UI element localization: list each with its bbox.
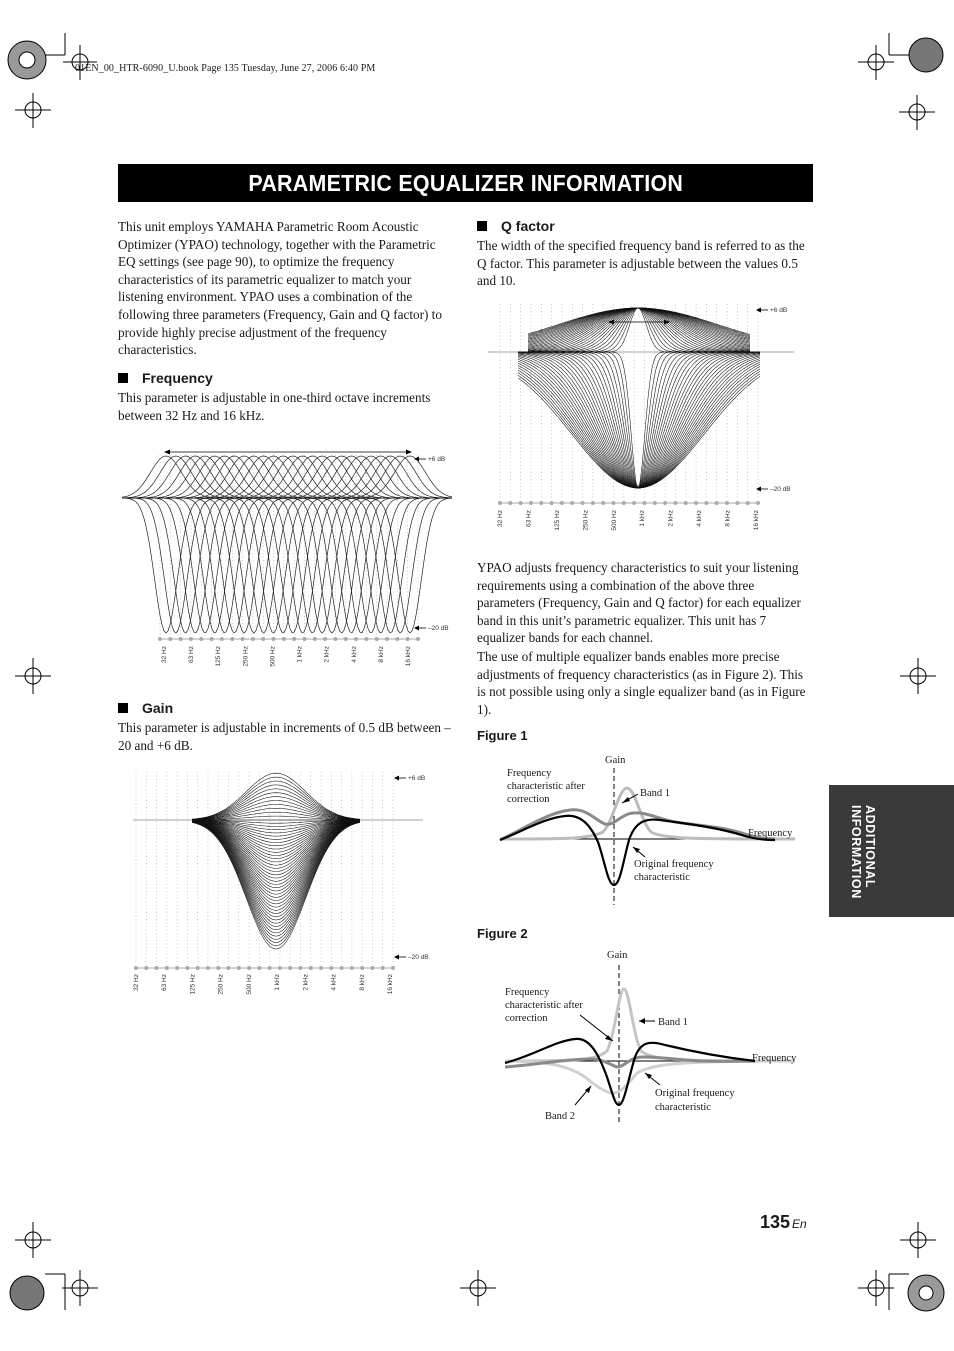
page-title: PARAMETRIC EQUALIZER INFORMATION: [248, 169, 683, 196]
gain-eq-graph: [128, 762, 448, 1007]
figure2-original-line1: Original frequency: [655, 1088, 735, 1099]
frequency-boost-curve: [122, 456, 452, 498]
figure2-corrected-line1: Frequency: [505, 987, 550, 998]
frequency-tick-label: 63 Hz: [525, 510, 533, 527]
ypao-paragraph-2: The use of multiple equalizer bands enables more precise adjustments of frequency characteristics (as in Figure 2). This is not possible using only a single equalizer band (as in Figure 1).: [477, 649, 806, 717]
gain-curve: [192, 822, 360, 933]
figure2-gain-label: Gain: [607, 950, 628, 961]
q-cut-curve: [518, 352, 760, 488]
q-boost-curve: [528, 308, 750, 347]
frequency-tick-label: 63 Hz: [188, 646, 196, 663]
q-cut-curve: [518, 352, 760, 488]
q-cut-curve: [518, 356, 760, 488]
top-db-label: +6 dB: [770, 307, 788, 315]
square-bullet-icon: [477, 221, 487, 231]
qfactor-text: The width of the specified frequency band is referred to as the Q factor. This parameter is adjustable between the values 0.5 and 10.: [477, 238, 805, 289]
figure2-band2-label: Band 2: [545, 1111, 576, 1122]
gain-curve: [192, 822, 360, 946]
figure1-gain-label: Gain: [605, 755, 626, 766]
bottom-db-label: –20 dB: [428, 625, 449, 633]
gain-text: This parameter is adjustable in increments of 0.5 dB between –20 and +6 dB.: [118, 720, 451, 753]
frequency-tick-label: 4 kHz: [330, 974, 338, 991]
frequency-tick-label: 1 kHz: [274, 974, 282, 991]
q-cut-curve: [518, 352, 760, 488]
frequency-boost-curve: [122, 456, 452, 498]
frequency-boost-curve: [122, 456, 452, 498]
frequency-boost-curve: [122, 456, 452, 498]
q-cut-curve: [518, 352, 760, 488]
figure1-corrected-line1: Frequency: [507, 768, 552, 779]
frequency-tick-label: 125 Hz: [553, 510, 561, 531]
q-cut-curve: [518, 352, 760, 488]
ypao-paragraph-1: YPAO adjusts frequency characteristics to suit your listening requirements using a combination of the above three parameters (Frequency, Gain and Q factor) for each equalizer band in this unit’s parametric equalizer. This unit has 7 equalizer bands for each channel.: [477, 560, 801, 646]
q-cut-curve: [518, 374, 760, 488]
q-cut-curve: [518, 352, 760, 488]
figure2-original-line2: characteristic: [655, 1102, 711, 1113]
frequency-tick-label: 32 Hz: [497, 510, 504, 527]
gain-heading: Gain: [118, 700, 173, 716]
frequency-eq-graph: [118, 440, 463, 675]
figure1-corrected-line3: correction: [507, 794, 550, 805]
square-bullet-icon: [118, 703, 128, 713]
frequency-text: This parameter is adjustable in one-third octave increments between 32 Hz and 16 kHz.: [118, 390, 431, 423]
frequency-tick-label: 32 Hz: [161, 646, 168, 663]
frequency-tick-label: 500 Hz: [269, 646, 277, 667]
frequency-boost-curve: [122, 456, 452, 498]
q-cut-curve: [518, 352, 760, 488]
figure1-corrected-line2: characteristic after: [507, 781, 585, 792]
frequency-tick-label: 63 Hz: [161, 974, 169, 991]
frequency-tick-label: 2 kHz: [667, 510, 675, 527]
frequency-boost-curve: [122, 456, 452, 498]
frequency-boost-curve: [122, 456, 452, 498]
gain-curve: [192, 822, 360, 942]
side-tab: [829, 785, 954, 917]
page-language: En: [792, 1217, 807, 1231]
frequency-tick-label: 1 kHz: [639, 510, 647, 527]
frequency-boost-curve: [122, 456, 452, 498]
figure2-corrected-line3: correction: [505, 1013, 548, 1024]
frequency-boost-curve: [122, 456, 452, 498]
q-cut-curve: [518, 352, 760, 488]
gain-curve: [192, 777, 360, 819]
figure2-label: Figure 2: [477, 926, 528, 941]
page-title-bar: [118, 164, 813, 202]
q-cut-curve: [518, 352, 760, 488]
frequency-tick-label: 8 kHz: [377, 646, 385, 663]
figure2-diagram: [495, 945, 815, 1125]
frequency-tick-label: 4 kHz: [696, 510, 704, 527]
frequency-boost-curve: [122, 456, 452, 498]
qfactor-eq-graph: [488, 296, 808, 536]
figure1-original-line2: characteristic: [634, 872, 690, 883]
frequency-boost-curve: [122, 456, 452, 498]
frequency-tick-label: 2 kHz: [323, 646, 331, 663]
figure2-frequency-label: Frequency: [752, 1053, 797, 1064]
frequency-tick-label: 250 Hz: [217, 974, 225, 995]
bottom-db-label: –20 dB: [408, 954, 429, 962]
square-bullet-icon: [118, 373, 128, 383]
qfactor-heading: Q factor: [477, 218, 555, 234]
q-cut-curve: [518, 355, 760, 488]
frequency-tick-label: 500 Hz: [245, 974, 253, 995]
frequency-boost-curve: [122, 456, 452, 498]
q-cut-curve: [518, 352, 760, 488]
q-cut-curve: [518, 352, 760, 488]
frequency-boost-curve: [122, 456, 452, 498]
frequency-tick-label: 16 kHz: [753, 510, 760, 531]
figure2-corrected-line2: characteristic after: [505, 1000, 583, 1011]
frequency-tick-label: 500 Hz: [610, 510, 618, 531]
top-db-label: +6 dB: [408, 775, 426, 783]
figure1-band1-label: Band 1: [640, 788, 671, 799]
side-tab-label: ADDITIONAL INFORMATION: [849, 805, 877, 899]
frequency-tick-label: 2 kHz: [302, 974, 310, 991]
frequency-tick-label: 125 Hz: [189, 974, 197, 995]
frequency-tick-label: 1 kHz: [296, 646, 304, 663]
gain-curve: [192, 822, 360, 939]
figure1-label: Figure 1: [477, 728, 528, 743]
frequency-tick-label: 16 kHz: [405, 646, 412, 667]
frequency-boost-curve: [122, 456, 452, 498]
frequency-boost-curve: [122, 456, 452, 498]
q-cut-curve: [518, 352, 760, 488]
intro-paragraph: This unit employs YAMAHA Parametric Room Acoustic Optimizer (YPAO) technology, together with the Parametric EQ settings (see page 90), to optimize the frequency characteristics of its parametric equalizer to match your listening environment. YPAO uses a combination of the following three parameters (Frequency, Gain and Q factor) to provide highly precise adjustment of the frequency characteristics.: [118, 219, 442, 358]
frequency-boost-curve: [122, 456, 452, 498]
bottom-db-label: –20 dB: [770, 486, 791, 494]
frequency-tick-label: 8 kHz: [358, 974, 366, 991]
figure1-diagram: [495, 750, 815, 910]
frequency-boost-curve: [122, 456, 452, 498]
page-number-value: 135: [760, 1212, 791, 1232]
top-db-label: +6 dB: [428, 456, 446, 464]
q-cut-curve: [518, 354, 760, 488]
q-cut-curve: [518, 352, 760, 488]
frequency-tick-label: 16 kHz: [387, 974, 394, 995]
q-cut-curve: [518, 369, 760, 488]
q-cut-curve: [518, 359, 760, 488]
frequency-boost-curve: [122, 456, 452, 498]
frequency-boost-curve: [122, 456, 452, 498]
book-header: 01EN_00_HTR-6090_U.book Page 135 Tuesday, June 27, 2006 6:40 PM: [75, 63, 376, 74]
figure1-original-line1: Original frequency: [634, 859, 714, 870]
frequency-boost-curve: [122, 456, 452, 498]
page-number: [760, 1212, 807, 1233]
frequency-boost-curve: [122, 456, 452, 498]
figure2-band1-label: Band 1: [658, 1017, 689, 1028]
frequency-boost-curve: [122, 456, 452, 498]
figure1-frequency-label: Frequency: [748, 828, 793, 839]
frequency-tick-label: 4 kHz: [350, 646, 358, 663]
q-cut-curve: [518, 352, 760, 488]
frequency-boost-curve: [122, 456, 452, 498]
frequency-boost-curve: [122, 456, 452, 498]
frequency-boost-curve: [122, 456, 452, 498]
q-cut-curve: [518, 360, 760, 488]
q-cut-curve: [518, 352, 760, 488]
frequency-tick-label: 32 Hz: [133, 974, 140, 991]
frequency-tick-label: 250 Hz: [242, 646, 250, 667]
frequency-boost-curve: [122, 456, 452, 498]
frequency-heading: Frequency: [118, 370, 213, 386]
frequency-tick-label: 125 Hz: [215, 646, 223, 667]
frequency-tick-label: 8 kHz: [724, 510, 732, 527]
gain-curve: [192, 822, 360, 949]
frequency-tick-label: 250 Hz: [582, 510, 590, 531]
q-boost-curve: [528, 308, 750, 338]
